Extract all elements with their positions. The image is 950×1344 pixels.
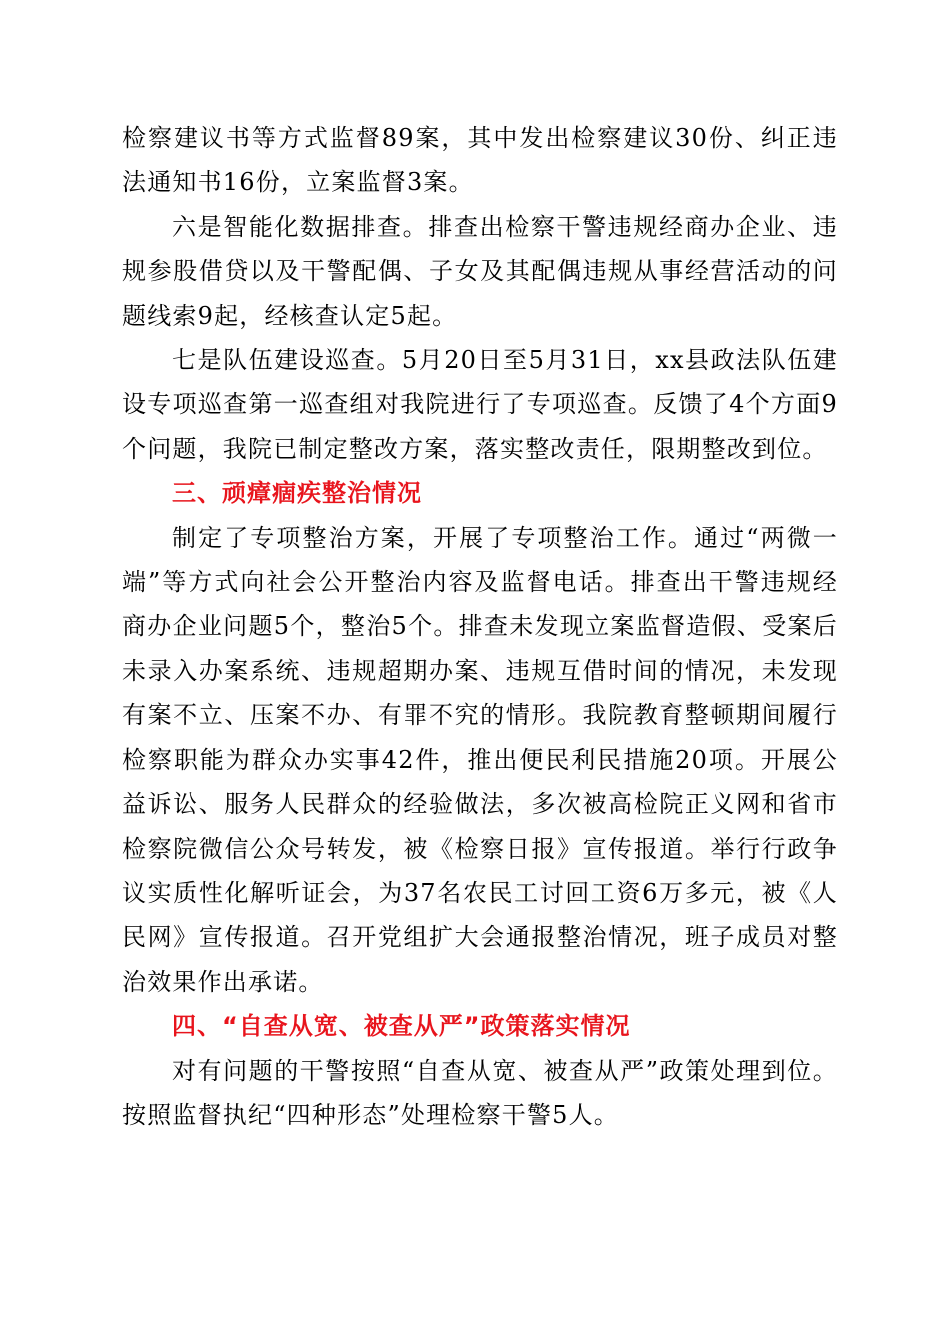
paragraph-data-check: 六是智能化数据排查。排查出检察干警违规经商办企业、违规参股借贷以及干警配偶、子女及其配偶违规从事经营活动的问题线索9起，经核查认定5起。: [122, 212, 838, 330]
paragraph-policy: 对有问题的干警按照“自查从宽、被查从严”政策处理到位。按照监督执纪“四种形态”处理检察干警5人。: [122, 1056, 838, 1129]
section-heading-4: 四、“自查从宽、被查从严”政策落实情况: [172, 1012, 631, 1041]
document-body: [122, 116, 838, 1137]
paragraph-continued: 检察建议书等方式监督89案，其中发出检察建议30份、纠正违法通知书16份，立案监督3案。: [122, 124, 838, 197]
section-heading-3: 三、顽瘴痼疾整治情况: [172, 479, 422, 508]
paragraph-team-inspection: 七是队伍建设巡查。5月20日至5月31日，xx县政法队伍建设专项巡查第一巡查组对我院进行了专项巡查。反馈了4个方面9个问题，我院已制定整改方案，落实整改责任，限期整改到位。: [122, 346, 838, 463]
paragraph-rectification: 制定了专项整治方案，开展了专项整治工作。通过“两微一端”等方式向社会公开整治内容及监督电话。排查出干警违规经商办企业问题5个，整治5个。排查未发现立案监督造假、受案后未录入办案系统、违规超期办案、违规互借时间的情况，未发现有案不立、压案不办、有罪不究的情形。我院教育整顿期间履行检察职能为群众办实事42件，推出便民利民措施20项。开展公益诉讼、服务人民群众的经验做法，多次被高检院正义网和省市检察院微信公众号转发，被《检察日报》宣传报道。举行行政争议实质性化解听证会，为37名农民工讨回工资6万多元，被《人民网》宣传报道。召开党组扩大会通报整治情况，班子成员对整治效果作出承诺。: [122, 523, 838, 996]
